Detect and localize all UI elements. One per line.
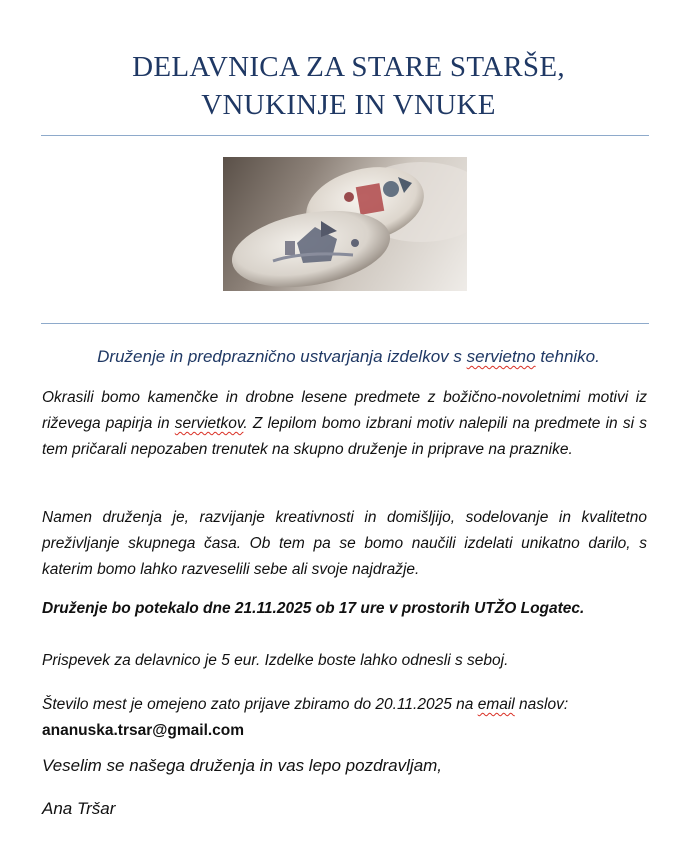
- top-divider: [41, 135, 649, 136]
- title-line-1: DELAVNICA ZA STARE STARŠE,: [132, 51, 565, 83]
- registration-spellcheck-word[interactable]: email: [477, 696, 515, 713]
- contact-email[interactable]: ananuska.trsar@gmail.com: [42, 722, 245, 739]
- document-title: [0, 48, 697, 124]
- paragraph1-spellcheck-word[interactable]: servietkov: [174, 415, 244, 432]
- registration-text-end: naslov:: [514, 696, 569, 713]
- paragraph1-text-end: . Z lepilom bomo izbrani motiv nalepili na predmete in si s tem pričarali nepozaben trenutek na skupno druženje in priprave na praznike.: [42, 415, 647, 458]
- subtitle-text-start: Druženje in predpraznično ustvarjanja izdelkov s: [97, 347, 467, 366]
- closing-greeting: Veselim se našega druženja in vas lepo pozdravljam,: [42, 756, 443, 775]
- paragraph-purpose: Namen druženja je, razvijanje kreativnosti in domišljijo, sodelovanje in kvalitetno preživljanje skupnega časa. Ob tem pa se bomo naučili izdelati unikatno darilo, s katerim bomo lahko razveselili sebe ali svoje najdražje.: [42, 509, 647, 578]
- decorated-stones-photo: [223, 157, 467, 291]
- registration-paragraph: [42, 692, 647, 744]
- paragraph1-text-start: Okrasili bomo kamenčke in drobne lesene predmete z božično-novoletnimi motivi iz riževega papirja in: [42, 389, 647, 432]
- subtitle: [0, 346, 697, 368]
- subtitle-spellcheck-word[interactable]: servietno: [466, 347, 536, 366]
- paragraph-workshop-description: [42, 385, 647, 463]
- title-line-2: VNUKINJE IN VNUKE: [201, 89, 496, 121]
- signature: Ana Tršar: [42, 799, 116, 818]
- fee-line: Prispevek za delavnico je 5 eur. Izdelke boste lahko odnesli s seboj.: [42, 652, 509, 669]
- photo-illustration: [223, 157, 467, 291]
- registration-text-start: Število mest je omejeno zato prijave zbiramo do 20.11.2025 na: [42, 696, 478, 713]
- bottom-divider: [41, 323, 649, 324]
- event-date-line: Druženje bo potekalo dne 21.11.2025 ob 17 ure v prostorih UTŽO Logatec.: [42, 600, 585, 617]
- subtitle-text-end: tehniko.: [535, 347, 600, 366]
